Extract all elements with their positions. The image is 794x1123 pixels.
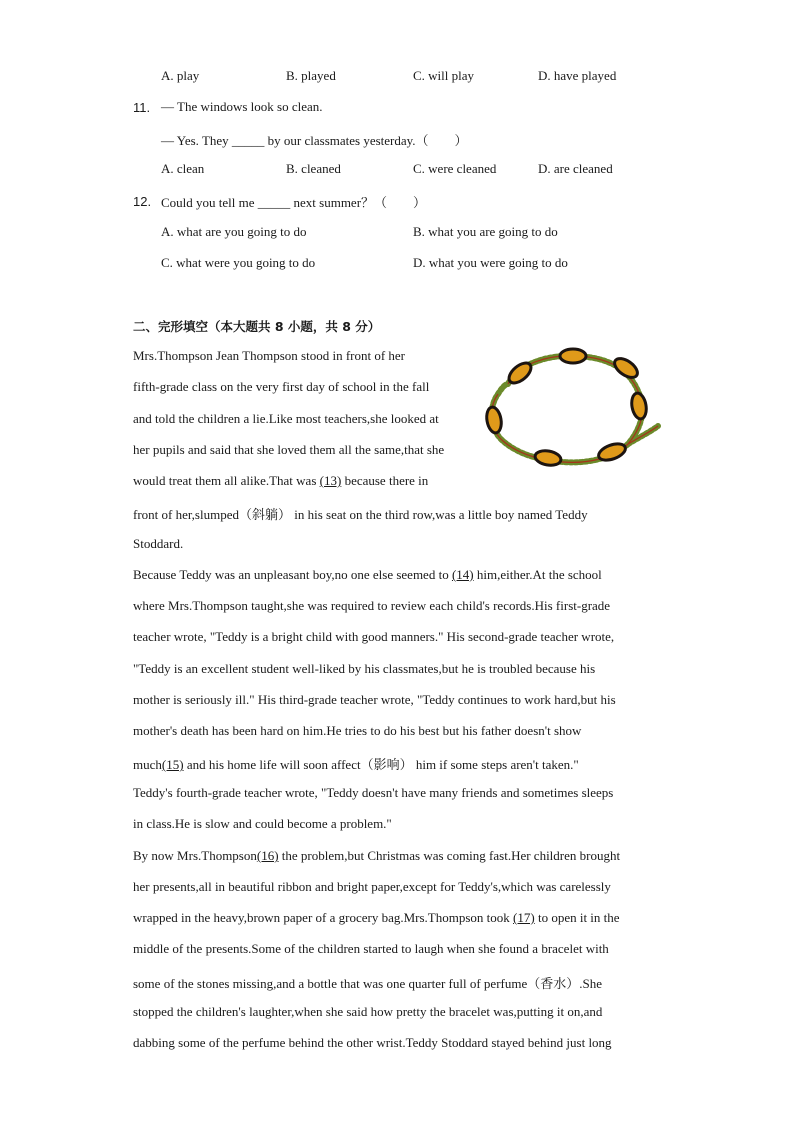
q12-option-c: C. what were you going to do [161, 255, 316, 270]
passage-text: Because Teddy was an unpleasant boy,no one else seemed to [133, 567, 452, 582]
passage-line [133, 848, 620, 864]
passage-line: front of her,slumped（斜躺） in his seat on the third row,was a little boy named Teddy [133, 507, 588, 522]
q12-option-a: A. what are you going to do [161, 224, 307, 239]
blank-14: (14) [451, 567, 474, 582]
passage-line: mother is seriously ill." His third-grade teacher wrote, "Teddy continues to work hard,but his [133, 692, 616, 707]
q11-line2: — Yes. They _____ by our classmates yesterday.（ ） [161, 133, 468, 148]
passage-line: her presents,all in beautiful ribbon and bright paper,except for Teddy's,which was carelessly [133, 879, 611, 894]
bracelet-illustration [478, 346, 664, 472]
passage-line: some of the stones missing,and a bottle that was one quarter full of perfume（香水）.She [133, 976, 602, 991]
q10-option-d: D. have played [538, 68, 617, 83]
q10-option-a: A. play [161, 68, 200, 83]
q12-option-b: B. what you are going to do [413, 224, 558, 239]
passage-text: the problem,but Christmas was coming fast.Her children brought [278, 848, 621, 863]
passage-text: to open it in the [534, 910, 620, 925]
passage-line [133, 754, 579, 773]
passage-text: By now Mrs.Thompson [133, 848, 257, 863]
passage-line: dabbing some of the perfume behind the other wrist.Teddy Stoddard stayed behind just long [133, 1035, 612, 1050]
blank-17: (17) [513, 910, 535, 925]
passage-line: teacher wrote, "Teddy is a bright child with good manners." His second-grade teacher wrote, [133, 629, 615, 644]
passage-line: middle of the presents.Some of the children started to laugh when she found a bracelet with [133, 941, 609, 956]
passage-text: wrapped in the heavy,brown paper of a grocery bag.Mrs.Thompson took [133, 910, 514, 925]
passage-text: because there in [341, 473, 429, 488]
q10-option-c: C. will play [413, 68, 475, 83]
q11-option-c: C. were cleaned [413, 161, 497, 176]
passage-line: mother's death has been hard on him.He tries to do his best but his father doesn't show [133, 723, 582, 738]
passage-line [133, 473, 428, 489]
blank-15: (15) [161, 757, 184, 772]
passage-line: Mrs.Thompson Jean Thompson stood in front of her [133, 348, 406, 363]
q11-option-a: A. clean [161, 161, 205, 176]
passage-line: where Mrs.Thompson taught,she was required to review each child's records.His first-grade [133, 598, 611, 613]
q11-option-d: D. are cleaned [538, 161, 613, 176]
passage-line: Teddy's fourth-grade teacher wrote, "Teddy doesn't have many friends and sometimes sleeps [133, 785, 614, 800]
q11-number: 11. [133, 100, 151, 115]
stones [485, 349, 648, 467]
passage-line [133, 567, 602, 583]
passage-text: him,either.At the school [473, 567, 602, 582]
q11-line1: — The windows look so clean. [161, 99, 323, 114]
passage-line: fifth-grade class on the very first day of school in the fall [133, 379, 430, 394]
q11-option-b: B. cleaned [286, 161, 341, 176]
blank-13: (13) [319, 473, 342, 488]
passage-line: "Teddy is an excellent student well-liked by his classmates,but he is troubled because his [133, 661, 596, 676]
q12-stem: Could you tell me _____ next summer？（ ） [161, 195, 427, 210]
blank-16: (16) [256, 848, 279, 863]
section-title: 二、完形填空（本大题共 8 小题，共 8 分） [133, 319, 381, 334]
q12-option-d: D. what you were going to do [413, 255, 568, 270]
passage-line: Stoddard. [133, 536, 184, 551]
passage-line [133, 910, 620, 926]
passage-text: and his home life will soon affect（影响） him if some steps aren't taken." [183, 757, 579, 772]
q12-number: 12. [133, 194, 152, 209]
passage-line: stopped the children's laughter,when she said how pretty the bracelet was,putting it on,and [133, 1004, 603, 1019]
passage-text: would treat them all alike.That was [133, 473, 320, 488]
q10-option-b: B. played [286, 68, 336, 83]
passage-line: in class.He is slow and could become a problem." [133, 816, 392, 831]
passage-line: her pupils and said that she loved them all the same,that she [133, 442, 445, 457]
passage-line: and told the children a lie.Like most teachers,she looked at [133, 411, 439, 426]
passage-text: much [133, 757, 162, 772]
